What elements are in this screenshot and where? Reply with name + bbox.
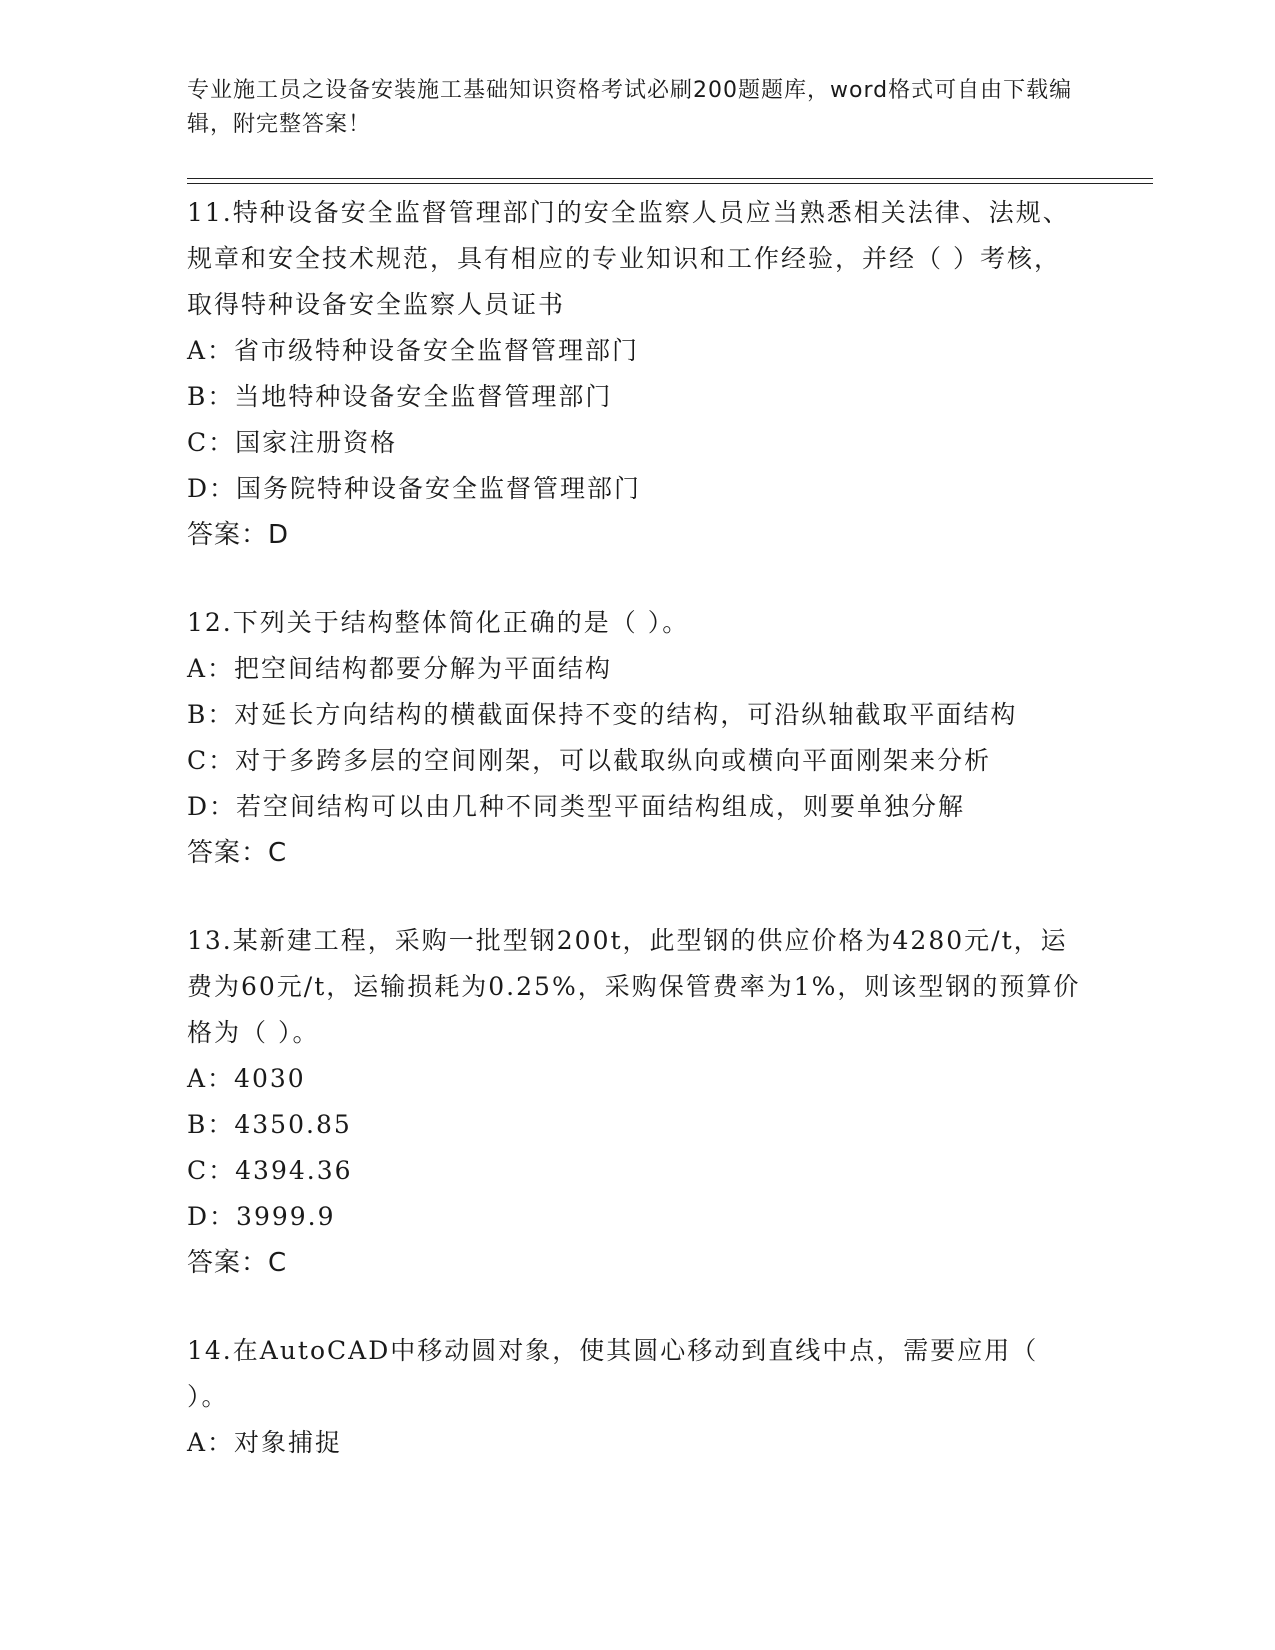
question-list (187, 190, 1087, 1466)
option-a: A：省市级特种设备安全监督管理部门 (187, 336, 640, 365)
option-a: A：对象捕捉 (187, 1428, 343, 1457)
header-divider-secondary (187, 183, 1153, 184)
question-stem: 13.某新建工程，采购一批型钢200t，此型钢的供应价格为4280元/t，运费为60元/t，运输损耗为0.25%，采购保管费率为1%，则该型钢的预算价格为（ ）。 (187, 926, 1081, 1047)
question-stem: 14.在AutoCAD中移动圆对象，使其圆心移动到直线中点，需要应用（ ）。 (187, 1336, 1039, 1411)
question-11 (187, 190, 1087, 558)
document-header: 专业施工员之设备安装施工基础知识资格考试必刷200题题库，word格式可自由下载编辑，附完整答案！ (187, 78, 1073, 137)
option-d: D：3999.9 (187, 1202, 336, 1231)
question-14 (187, 1328, 1087, 1466)
option-b: B：当地特种设备安全监督管理部门 (187, 382, 613, 411)
option-a: A：4030 (187, 1064, 306, 1093)
option-b: B：对延长方向结构的横截面保持不变的结构，可沿纵轴截取平面结构 (187, 700, 1018, 729)
header-divider (187, 178, 1153, 179)
answer-line: 答案：C (187, 1248, 288, 1278)
option-b: B：4350.85 (187, 1110, 352, 1139)
option-a: A：把空间结构都要分解为平面结构 (187, 654, 613, 683)
answer-line: 答案：C (187, 838, 288, 868)
answer-line: 答案：D (187, 520, 290, 550)
option-d: D：若空间结构可以由几种不同类型平面结构组成，则要单独分解 (187, 792, 966, 821)
option-c: C：对于多跨多层的空间刚架，可以截取纵向或横向平面刚架来分析 (187, 746, 992, 775)
option-d: D：国务院特种设备安全监督管理部门 (187, 474, 642, 503)
option-c: C：国家注册资格 (187, 428, 398, 457)
question-stem: 12.下列关于结构整体简化正确的是（ ）。 (187, 608, 690, 637)
question-stem: 11.特种设备安全监督管理部门的安全监察人员应当熟悉相关法律、法规、规章和安全技术规范，具有相应的专业知识和工作经验，并经（ ）考核，取得特种设备安全监察人员证书 (187, 198, 1070, 319)
question-13 (187, 918, 1087, 1286)
question-12 (187, 600, 1087, 876)
option-c: C：4394.36 (187, 1156, 353, 1185)
